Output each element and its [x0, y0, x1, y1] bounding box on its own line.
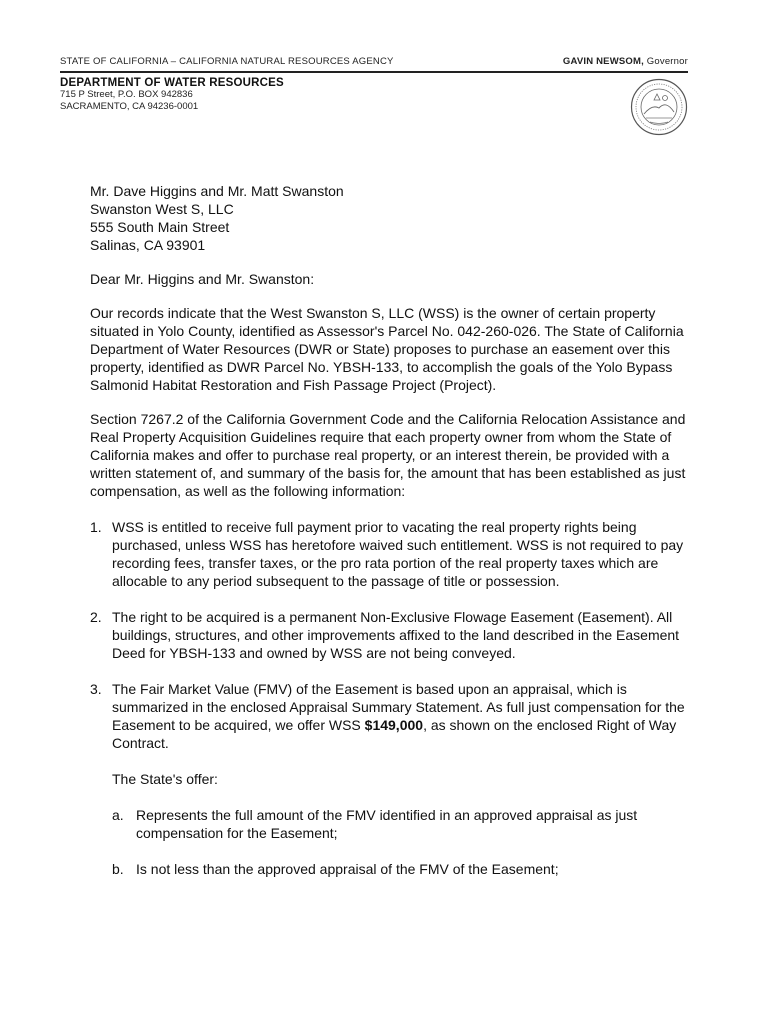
- list-item-number: 2.: [90, 609, 102, 625]
- sub-list-item-letter: a.: [112, 807, 124, 823]
- recipient-line3: 555 South Main Street: [90, 219, 230, 235]
- sub-list-item: [112, 860, 690, 878]
- list-item-number: 1.: [90, 519, 102, 535]
- offer-text-after: , as shown on the enclosed Right of Way Contract.: [112, 717, 677, 751]
- list-item-text: [112, 680, 690, 752]
- offer-intro: The State's offer:: [112, 771, 218, 787]
- list-item: [90, 518, 690, 590]
- governor-name: GAVIN NEWSOM,: [562, 56, 644, 67]
- sub-list-item-text: Is not less than the approved appraisal of the FMV of the Easement;: [136, 861, 559, 877]
- department-address-line1: 715 P Street, P.O. BOX 942836: [60, 89, 193, 100]
- governor-title: Governor: [646, 56, 688, 67]
- list-item: [90, 680, 690, 752]
- salutation: Dear Mr. Higgins and Mr. Swanston:: [90, 271, 315, 287]
- recipient-line4: Salinas, CA 93901: [90, 237, 206, 253]
- offer-text-before: The Fair Market Value (FMV) of the Easement is based upon an appraisal, which is summarized in the enclosed Appraisal Summary Statement. As full just compensation for the Easement to be acquired, we offer WSS: [112, 681, 685, 733]
- letterhead: [60, 56, 688, 113]
- recipient-line1: Mr. Dave Higgins and Mr. Matt Swanston: [90, 183, 344, 199]
- agency-name: STATE OF CALIFORNIA – CALIFORNIA NATURAL RESOURCES AGENCY: [60, 56, 394, 67]
- numbered-list: [90, 518, 690, 752]
- department-address-line2: SACRAMENTO, CA 94236-0001: [60, 101, 199, 112]
- state-seal-icon: [630, 78, 688, 136]
- offer-amount: $149,000: [364, 717, 424, 733]
- letterhead-rule: [60, 71, 688, 73]
- list-item-text: WSS is entitled to receive full payment prior to vacating the real property rights being purchased, unless WSS has heretofore waived such entitlement. WSS is not required to pay recording fees, transfer taxes, or the pro rata portion of the real property taxes which are allocable to any period subsequent to the passage of title or possession.: [112, 519, 684, 589]
- department-name: DEPARTMENT OF WATER RESOURCES: [60, 77, 284, 89]
- sub-list-item-letter: b.: [112, 861, 124, 877]
- list-item-text: The right to be acquired is a permanent Non-Exclusive Flowage Easement (Easement). All buildings, structures, and other improvements affixed to the land described in the Easement Deed for YBSH-133 and owned by WSS are not being conveyed.: [112, 609, 680, 661]
- governor-line: [563, 56, 688, 67]
- paragraph-1: Our records indicate that the West Swanston S, LLC (WSS) is the owner of certain property situated in Yolo County, identified as Assessor's Parcel No. 042-260-026. The State of California Department of Water Resources (DWR or State) proposes to purchase an easement over this property, identified as DWR Parcel No. YBSH-133, to accomplish the goals of the Yolo Bypass Salmonid Habitat Restoration and Fish Passage Project (Project).: [90, 305, 684, 393]
- letterhead-top-line: [60, 56, 688, 67]
- sub-list-item-text: Represents the full amount of the FMV identified in an approved appraisal as just compensation for the Easement;: [136, 807, 638, 841]
- recipient-address: [90, 182, 690, 254]
- sub-list-item: [112, 806, 690, 842]
- list-item: [90, 608, 690, 662]
- recipient-line2: Swanston West S, LLC: [90, 201, 234, 217]
- paragraph-2: Section 7267.2 of the California Government Code and the California Relocation Assistance and Real Property Acquisition Guidelines require that each property owner from whom the State of California makes and offer to purchase real property, or an interest therein, be provided with a written statement of, and summary of the basis for, the amount that has been established as just compensation, as well as the following information:: [90, 411, 686, 499]
- letter-body: [90, 182, 690, 878]
- list-item-number: 3.: [90, 681, 102, 697]
